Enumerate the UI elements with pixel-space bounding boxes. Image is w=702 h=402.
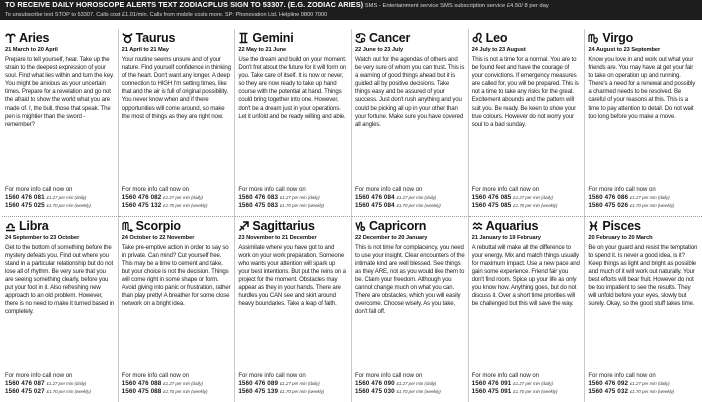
banner-lead: TO RECEIVE DAILY HOROSCOPE ALERTS TEXT ZODIACPLUS SIGN TO 53307. (E.G. ZODIAC ARIES) <box>5 0 364 9</box>
sign-reading: This is not time for complacency, you need to use your insight. Clear encounters of the intimate kind are well blessed. See things as they ARE, not as you would like them to be. Claim your freedom. Although you cannot change much on what you can. There are obstacles, which you will easily overcome. Choose wisely. As you take, don't fall off. <box>354 243 465 316</box>
cancer-icon <box>355 32 366 44</box>
sign-dates: 24 October to 22 November <box>121 234 195 241</box>
weekly-number-digits: 1560 475 026 <box>588 201 629 209</box>
info-label: For more info call now on <box>354 186 423 193</box>
info-label: For more info call now on <box>588 373 656 379</box>
sign-column-aries <box>2 29 119 216</box>
info-label: For more info call now on <box>238 373 306 379</box>
horoscope-grid <box>2 29 702 402</box>
sagittarius-icon <box>238 220 249 232</box>
sign-reading: Take pre-emptive action in order to say so in private. Can mind? Cut yourself free. This may be a time to cement and take, but your choice is not the decision. Things will come right in some shape or form. Avoid giving into panic or frustration, rather than play pretty! A breather for some close network on a bright idea. <box>121 243 231 308</box>
daily-number[interactable] <box>588 194 699 202</box>
gemini-icon <box>238 32 249 44</box>
weekly-number[interactable] <box>122 202 232 210</box>
daily-rate: £1.27 per min (daily) <box>279 194 320 200</box>
sign-column-aquarius <box>469 216 586 402</box>
call-block <box>472 372 582 402</box>
sign-header <box>355 219 465 233</box>
sign-column-taurus <box>119 29 236 216</box>
sign-dates: 22 June to 23 July <box>354 47 404 53</box>
sign-column-libra <box>2 216 119 402</box>
daily-number-digits: 1560 476 087 <box>5 380 45 387</box>
sign-name: Aries <box>19 31 50 45</box>
daily-rate: £1.27 per min (daily) <box>396 194 437 200</box>
weekly-number[interactable] <box>238 388 348 396</box>
sign-reading: Use the dream and build on your moment. Don't fret about the future for it will form on you. Take care of itself. It is now or never, so they are now ready to take up hand course with the potential at hand. Things could bring together into one. However, don't be a dream just in your operations. Let it unfold and be ready willing and able. <box>238 56 347 120</box>
daily-number[interactable] <box>5 380 115 388</box>
sign-dates: 21 January to 19 February <box>471 234 541 241</box>
sign-name: Pisces <box>602 218 641 233</box>
weekly-number-digits: 1560 475 091 <box>471 388 512 395</box>
sign-reading: Prepare to tell yourself, hear. Take up the strain to the deepest expression of your soul. Find what lies within and turn the key. You might be anxious as your uncertain times. Prepare for a revelation and go not the afraid to show the world what you are made of. I, the bull, those that speak. The pen is mightier than the sword - remember? <box>5 56 114 128</box>
weekly-number-digits: 1560 475 083 <box>238 201 279 209</box>
weekly-number[interactable] <box>588 388 699 396</box>
weekly-number[interactable] <box>5 202 115 210</box>
libra-icon <box>5 220 16 232</box>
info-label: For more info call now on <box>471 186 540 193</box>
daily-number[interactable] <box>238 380 348 388</box>
weekly-number-digits: 1560 475 030 <box>354 388 395 395</box>
weekly-number[interactable] <box>122 388 232 396</box>
taurus-icon <box>122 32 133 44</box>
sign-column-virgo <box>585 29 702 216</box>
weekly-number-digits: 1560 475 032 <box>588 388 629 395</box>
sign-column-sagittarius <box>235 216 352 402</box>
sign-dates: 22 May to 21 June <box>238 47 287 53</box>
weekly-number[interactable] <box>355 202 465 210</box>
capricorn-icon <box>355 220 366 232</box>
info-label: For more info call now on <box>121 186 190 193</box>
sign-name: Capricorn <box>368 218 427 233</box>
daily-number[interactable] <box>122 380 232 388</box>
weekly-number-digits: 1560 475 132 <box>121 201 162 209</box>
weekly-rate: £1.70 per min (weekly) <box>46 389 91 394</box>
weekly-number-digits: 1560 475 088 <box>121 388 162 395</box>
sign-reading: This is not a time for a normal. You are to be found feet and have the courage of your convictions. If emergency measures are called for, you will be prepared. This is not a time to take any risks for the great. Excitement abounds and the pattern will suit you. Be ready. Be keen to show your true colours. However do not worry your soul to a bad sunday. <box>471 56 579 128</box>
weekly-rate: £1.70 per min (weekly) <box>163 389 208 394</box>
weekly-number[interactable] <box>588 202 699 210</box>
scorpio-icon <box>122 220 133 232</box>
sign-header <box>5 219 115 233</box>
sign-name: Sagittarius <box>252 218 315 233</box>
sign-reading: Assimilate where you have got to and work on your work preparation. Someone who wants your attention will spark up your best intentions. But put the reins on a project for the moment. Obstacles may appear as they in your hands. There are hurdles you CAN see and skirt around heavy boundaries. Take a leap of faith. <box>238 243 346 308</box>
daily-number[interactable] <box>5 194 115 202</box>
call-block <box>5 372 115 402</box>
sign-header <box>355 31 465 45</box>
sign-header <box>238 31 348 45</box>
info-label: For more info call now on <box>588 186 656 193</box>
call-block <box>122 186 232 216</box>
daily-number-digits: 1560 476 092 <box>588 380 629 387</box>
daily-number[interactable] <box>588 380 699 388</box>
sign-header <box>122 219 232 233</box>
sign-dates: 20 February to 20 March <box>588 234 653 241</box>
daily-rate: £1.27 per min (daily) <box>46 381 87 386</box>
info-label: For more info call now on <box>238 186 306 193</box>
weekly-number-digits: 1560 475 084 <box>354 201 395 209</box>
daily-number-digits: 1560 476 089 <box>238 380 279 387</box>
leo-icon <box>472 32 483 44</box>
daily-rate: £1.27 per min (daily) <box>396 381 437 386</box>
call-block <box>588 372 699 402</box>
sign-column-scorpio <box>119 216 236 402</box>
aquarius-icon <box>472 220 483 232</box>
sign-column-gemini <box>235 29 352 216</box>
sign-header <box>472 31 582 45</box>
sign-column-leo <box>469 29 586 216</box>
sign-name: Scorpio <box>135 218 181 233</box>
daily-number-digits: 1560 476 090 <box>354 380 395 387</box>
daily-number-digits: 1560 476 091 <box>471 380 512 387</box>
sign-name: Leo <box>485 31 508 45</box>
call-block <box>238 186 348 216</box>
sign-dates: 21 April to 21 May <box>121 47 169 53</box>
sign-reading: Watch out for the agendas of others and be very sure of whom you can trust. This is a warning of good things ahead but it is guided all by positive decisions. Take things easy and be assured of your success. Just don't rush anything and you could be picking all up in your other than your fortune. Make sure you have covered all angles. <box>354 56 465 128</box>
banner-line-1 <box>5 1 697 11</box>
weekly-number-digits: 1560 475 139 <box>238 388 279 395</box>
banner-lead-tail: SMS - Entertainment service SMS subscription service £4.50/ 8 per day <box>364 3 549 9</box>
daily-number-digits: 1560 476 082 <box>121 193 162 201</box>
weekly-rate: £1.70 per min (weekly) <box>513 202 558 208</box>
daily-rate: £1.27 per min (daily) <box>513 194 553 200</box>
daily-number-digits: 1560 476 086 <box>588 193 629 201</box>
sign-name: Libra <box>19 218 49 233</box>
weekly-rate: £1.70 per min (weekly) <box>396 389 441 394</box>
sign-dates: 24 September to 23 October <box>5 234 80 241</box>
weekly-number[interactable] <box>472 388 582 396</box>
sign-dates: 24 July to 23 August <box>471 47 526 53</box>
call-block <box>472 186 582 216</box>
weekly-number-digits: 1560 475 085 <box>471 201 512 209</box>
sign-header <box>588 31 699 45</box>
sign-dates: 22 December to 20 January <box>354 234 428 241</box>
call-block <box>122 372 232 402</box>
weekly-rate: £1.70 per min (weekly) <box>279 202 325 208</box>
daily-rate: £1.27 per min (daily) <box>46 194 87 200</box>
sign-dates: 21 March to 20 April <box>5 47 58 53</box>
weekly-number[interactable] <box>355 388 465 396</box>
sign-dates: 24 August to 23 September <box>588 47 661 53</box>
weekly-number[interactable] <box>5 388 115 396</box>
banner-line-2: To unsubscribe text STOP to 53307. Calls cost £1.01/min. Calls from mobile costs more. SP: Phonovation Ltd. Helpline 0800 7000 <box>5 11 328 18</box>
sign-header <box>588 219 699 233</box>
weekly-rate: £1.70 per min (weekly) <box>279 389 325 394</box>
daily-rate: £1.27 per min (daily) <box>163 381 203 386</box>
sign-name: Virgo <box>602 31 634 45</box>
sign-header <box>238 219 348 233</box>
sign-dates: 23 November to 21 December <box>238 234 317 241</box>
sign-name: Taurus <box>135 31 176 45</box>
weekly-number-digits: 1560 475 025 <box>5 201 45 209</box>
weekly-rate: £1.70 per min (weekly) <box>163 202 208 208</box>
sign-column-pisces <box>585 216 702 402</box>
info-label: For more info call now on <box>354 373 423 379</box>
weekly-rate: £1.70 per min (weekly) <box>629 389 675 394</box>
sign-column-capricorn <box>352 216 469 402</box>
daily-number[interactable] <box>355 380 465 388</box>
sign-header <box>122 31 232 45</box>
call-block <box>238 372 348 402</box>
virgo-icon <box>588 32 599 44</box>
info-label: For more info call now on <box>5 186 73 193</box>
daily-number-digits: 1560 476 081 <box>5 193 45 201</box>
sign-reading: Get to the bottom of something before the mystery defeats you. Find out where you stand in a particular relationship but do not lose all of rhythm. Be very sure that you are seeing something clearly, before you put your foot in it. Also refreshing new approach to an old problem. However, there is no need to make it turned based in completely. <box>5 243 115 316</box>
daily-number-digits: 1560 476 083 <box>238 193 279 201</box>
promo-banner <box>0 0 702 20</box>
sign-name: Aquarius <box>485 218 539 233</box>
weekly-rate: £1.70 per min (weekly) <box>46 202 91 208</box>
daily-rate: £1.27 per min (daily) <box>279 381 320 386</box>
daily-rate: £1.27 per min (daily) <box>629 194 670 200</box>
pisces-icon <box>588 220 599 232</box>
sign-reading: A rebuttal will make all the difference to your energy. Mix and match things usually for maximum impact. Use a new pace and gain some experience. Friend fair you don't find room. Spice up your life as only you know how. Anything goes, but do not discuss it. Over a short time priorities will be challenged but this will save the way. <box>471 243 580 308</box>
weekly-rate: £1.70 per min (weekly) <box>396 202 441 208</box>
daily-number[interactable] <box>238 194 348 202</box>
sign-column-cancer <box>352 29 469 216</box>
sign-name: Cancer <box>368 31 411 45</box>
aries-icon <box>5 32 16 44</box>
sign-header <box>472 219 582 233</box>
daily-number[interactable] <box>355 194 465 202</box>
daily-rate: £1.27 per min (daily) <box>513 381 553 386</box>
daily-rate: £1.27 per min (daily) <box>163 194 203 200</box>
daily-number-digits: 1560 476 088 <box>121 380 162 387</box>
call-block <box>355 186 465 216</box>
info-label: For more info call now on <box>5 373 73 379</box>
daily-number[interactable] <box>472 194 582 202</box>
weekly-rate: £1.70 per min (weekly) <box>513 389 558 394</box>
weekly-number[interactable] <box>238 202 348 210</box>
call-block <box>355 372 465 402</box>
sign-reading: Your routine seems unsure and of your nature. Find yourself confidence in thinking of the heart. Don't want any longer. A deep connection to HIGH I'm setting times, like that and the air is full of original possibility. You never know when and if there opportunities will come around, so make the most of things as they are right now. <box>121 56 231 120</box>
daily-number-digits: 1560 476 084 <box>354 193 395 201</box>
daily-number-digits: 1560 476 085 <box>471 193 512 201</box>
call-block <box>588 186 699 216</box>
weekly-number-digits: 1560 475 027 <box>5 388 45 395</box>
sign-reading: Be on your guard and resist the temptation to spend it. Is never a good idea, is it? Keep things as light and bright as possible and much of it will work out naturally. Your best efforts will bear fruit. However do not be too impatient to see the results. They will unfold before your eyes, slowly but surely. Okay, so the good stuff takes time. <box>588 243 698 308</box>
daily-number[interactable] <box>122 194 232 202</box>
call-block <box>5 186 115 216</box>
info-label: For more info call now on <box>121 373 190 379</box>
sign-name: Gemini <box>252 31 294 45</box>
weekly-number[interactable] <box>472 202 582 210</box>
weekly-rate: £1.70 per min (weekly) <box>629 202 675 208</box>
daily-rate: £1.27 per min (daily) <box>629 381 670 386</box>
sign-header <box>5 31 115 45</box>
daily-number[interactable] <box>472 380 582 388</box>
info-label: For more info call now on <box>471 373 540 379</box>
sign-reading: Know you love in and work out what your friends are. You may have at get your fair to take on operation up and running. There's a need for a renewal and possibly a charmed needs to be resolved. Be careful of your reasons at this. This is a time to pay attention to detail. Do not wait too long before you make a move. <box>588 56 696 120</box>
